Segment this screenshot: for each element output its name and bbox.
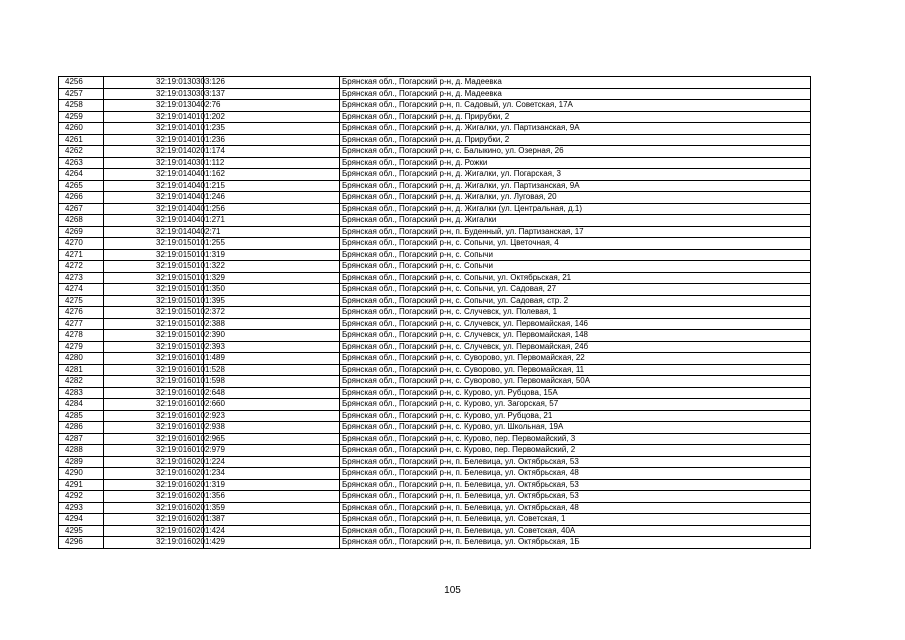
address-cell: Брянская обл., Погарский р-н, с. Курово, ул. Загорская, 57 — [340, 399, 811, 411]
address-cell: Брянская обл., Погарский р-н, с. Сопычи, ул. Садовая, стр. 2 — [340, 295, 811, 307]
address-cell: Брянская обл., Погарский р-н, с. Курово, ул. Рубцова, 21 — [340, 410, 811, 422]
cadastral-number-cell: 32:19:0160102:979 — [104, 445, 204, 457]
cadastral-number-cell: 32:19:0160201:319 — [104, 479, 204, 491]
table-row — [59, 387, 811, 399]
address-cell: Брянская обл., Погарский р-н, с. Суворово, ул. Первомайская, 50А — [340, 376, 811, 388]
address-cell: Брянская обл., Погарский р-н, с. Суворово, ул. Первомайская, 22 — [340, 353, 811, 365]
cadastral-number-cell: 32:19:0140101:235 — [104, 123, 204, 135]
table-row — [59, 445, 811, 457]
cadastral-number-cell: 32:19:0160102:938 — [104, 422, 204, 434]
row-number-cell: 4258 — [59, 100, 104, 112]
row-number-cell: 4256 — [59, 77, 104, 89]
address-cell: Брянская обл., Погарский р-н, п. Белевица, ул. Октябрьская, 53 — [340, 456, 811, 468]
address-cell: Брянская обл., Погарский р-н, с. Суворово, ул. Первомайская, 11 — [340, 364, 811, 376]
cadastral-number-cell: 32:19:0140401:162 — [104, 169, 204, 181]
row-number-cell: 4280 — [59, 353, 104, 365]
row-number-cell: 4294 — [59, 514, 104, 526]
cadastral-number-cell: 32:19:0140401:215 — [104, 180, 204, 192]
table-row — [59, 410, 811, 422]
cadastral-number-cell: 32:19:0150101:329 — [104, 272, 204, 284]
cadastral-number-cell: 32:19:0140301:112 — [104, 157, 204, 169]
row-number-cell: 4260 — [59, 123, 104, 135]
row-number-cell: 4290 — [59, 468, 104, 480]
address-cell: Брянская обл., Погарский р-н, д. Жигалки — [340, 215, 811, 227]
table-row — [59, 284, 811, 296]
cadastral-number-cell: 32:19:0140401:256 — [104, 203, 204, 215]
row-number-cell: 4291 — [59, 479, 104, 491]
table-row — [59, 88, 811, 100]
cadastral-number-cell: 32:19:0160201:224 — [104, 456, 204, 468]
page-number: 105 — [444, 585, 461, 596]
address-cell: Брянская обл., Погарский р-н, д. Прирубки, 2 — [340, 111, 811, 123]
cadastral-number-cell: 32:19:0160101:489 — [104, 353, 204, 365]
cadastral-number-cell: 32:19:0150101:255 — [104, 238, 204, 250]
row-number-cell: 4268 — [59, 215, 104, 227]
address-cell: Брянская обл., Погарский р-н, с. Случевск, ул. Первомайская, 146 — [340, 318, 811, 330]
address-cell: Брянская обл., Погарский р-н, с. Сопычи, ул. Цветочная, 4 — [340, 238, 811, 250]
cadastral-number-cell: 32:19:0160201:387 — [104, 514, 204, 526]
row-number-cell: 4284 — [59, 399, 104, 411]
table-row — [59, 399, 811, 411]
table-row — [59, 468, 811, 480]
address-cell: Брянская обл., Погарский р-н, с. Курово, пер. Первомайский, 3 — [340, 433, 811, 445]
cadastral-number-cell: 32:19:0150101:350 — [104, 284, 204, 296]
cadastral-number-cell: 32:19:0160201:429 — [104, 537, 204, 549]
cadastral-number-cell: 32:19:0140101:236 — [104, 134, 204, 146]
address-cell: Брянская обл., Погарский р-н, с. Сопычи — [340, 261, 811, 273]
table-row — [59, 341, 811, 353]
address-cell: Брянская обл., Погарский р-н, д. Мадеевка — [340, 88, 811, 100]
table-row — [59, 376, 811, 388]
table-row — [59, 261, 811, 273]
address-cell: Брянская обл., Погарский р-н, с. Сопычи, ул. Садовая, 27 — [340, 284, 811, 296]
cadastral-number-cell: 32:19:0150102:393 — [104, 341, 204, 353]
cadastral-number-cell: 32:19:0150102:390 — [104, 330, 204, 342]
row-number-cell: 4264 — [59, 169, 104, 181]
empty-cell — [204, 226, 340, 238]
cadastral-number-cell: 32:19:0140401:246 — [104, 192, 204, 204]
cadastral-number-cell: 32:19:0160102:965 — [104, 433, 204, 445]
address-cell: Брянская обл., Погарский р-н, с. Курово, пер. Первомайский, 2 — [340, 445, 811, 457]
cadastral-number-cell: 32:19:0160101:528 — [104, 364, 204, 376]
cadastral-number-cell: 32:19:0160201:234 — [104, 468, 204, 480]
address-cell: Брянская обл., Погарский р-н, с. Случевск, ул. Первомайская, 148 — [340, 330, 811, 342]
row-number-cell: 4277 — [59, 318, 104, 330]
address-cell: Брянская обл., Погарский р-н, п. Белевица, ул. Октябрьская, 48 — [340, 502, 811, 514]
table-row — [59, 537, 811, 549]
table-row — [59, 157, 811, 169]
row-number-cell: 4275 — [59, 295, 104, 307]
row-number-cell: 4281 — [59, 364, 104, 376]
address-cell: Брянская обл., Погарский р-н, п. Садовый, ул. Советская, 17А — [340, 100, 811, 112]
table-row — [59, 123, 811, 135]
row-number-cell: 4292 — [59, 491, 104, 503]
address-cell: Брянская обл., Погарский р-н, с. Случевск, ул. Первомайская, 24б — [340, 341, 811, 353]
cadastral-number-cell: 32:19:0150101:395 — [104, 295, 204, 307]
row-number-cell: 4273 — [59, 272, 104, 284]
address-cell: Брянская обл., Погарский р-н, с. Балыкино, ул. Озерная, 26 — [340, 146, 811, 158]
row-number-cell: 4257 — [59, 88, 104, 100]
cadastral-number-cell: 32:19:0130402:76 — [104, 100, 204, 112]
table-row — [59, 203, 811, 215]
table-row — [59, 77, 811, 89]
address-cell: Брянская обл., Погарский р-н, с. Сопычи — [340, 249, 811, 261]
table-row — [59, 249, 811, 261]
table-row — [59, 456, 811, 468]
address-cell: Брянская обл., Погарский р-н, п. Белевица, ул. Советская, 40А — [340, 525, 811, 537]
cadastral-number-cell: 32:19:0160201:356 — [104, 491, 204, 503]
address-cell: Брянская обл., Погарский р-н, с. Курово, ул. Школьная, 19А — [340, 422, 811, 434]
row-number-cell: 4270 — [59, 238, 104, 250]
table-row — [59, 238, 811, 250]
row-number-cell: 4259 — [59, 111, 104, 123]
table-row — [59, 353, 811, 365]
table-row — [59, 422, 811, 434]
address-cell: Брянская обл., Погарский р-н, д. Жигалки, ул. Партизанская, 9А — [340, 180, 811, 192]
address-cell: Брянская обл., Погарский р-н, д. Жигалки (ул. Центральная, д.1) — [340, 203, 811, 215]
address-cell: Брянская обл., Погарский р-н, д. Прирубки, 2 — [340, 134, 811, 146]
address-cell: Брянская обл., Погарский р-н, п. Белевица, ул. Советская, 1 — [340, 514, 811, 526]
table-row — [59, 215, 811, 227]
row-number-cell: 4287 — [59, 433, 104, 445]
address-cell: Брянская обл., Погарский р-н, д. Жигалки, ул. Партизанская, 9А — [340, 123, 811, 135]
address-cell: Брянская обл., Погарский р-н, с. Случевск, ул. Полевая, 1 — [340, 307, 811, 319]
row-number-cell: 4293 — [59, 502, 104, 514]
row-number-cell: 4274 — [59, 284, 104, 296]
table-row — [59, 295, 811, 307]
row-number-cell: 4279 — [59, 341, 104, 353]
table-row — [59, 192, 811, 204]
table-row — [59, 307, 811, 319]
row-number-cell: 4295 — [59, 525, 104, 537]
cadastral-number-cell: 32:19:0160201:359 — [104, 502, 204, 514]
row-number-cell: 4289 — [59, 456, 104, 468]
address-cell: Брянская обл., Погарский р-н, п. Белевица, ул. Октябрьская, 53 — [340, 491, 811, 503]
address-cell: Брянская обл., Погарский р-н, д. Жигалки, ул. Луговая, 20 — [340, 192, 811, 204]
table-row — [59, 433, 811, 445]
table-row — [59, 502, 811, 514]
table-row — [59, 134, 811, 146]
row-number-cell: 4288 — [59, 445, 104, 457]
table-row — [59, 491, 811, 503]
row-number-cell: 4267 — [59, 203, 104, 215]
empty-cell — [204, 100, 340, 112]
table-row — [59, 180, 811, 192]
row-number-cell: 4262 — [59, 146, 104, 158]
cadastral-number-cell: 32:19:0130303:137 — [104, 88, 204, 100]
address-cell: Брянская обл., Погарский р-н, п. Белевица, ул. Октябрьская, 1Б — [340, 537, 811, 549]
address-cell: Брянская обл., Погарский р-н, п. Буденный, ул. Партизанская, 17 — [340, 226, 811, 238]
cadastral-number-cell: 32:19:0160102:660 — [104, 399, 204, 411]
address-cell: Брянская обл., Погарский р-н, п. Белевица, ул. Октябрьская, 53 — [340, 479, 811, 491]
address-cell: Брянская обл., Погарский р-н, д. Рожки — [340, 157, 811, 169]
cadastral-number-cell: 32:19:0130303:126 — [104, 77, 204, 89]
cadastral-number-cell: 32:19:0140401:271 — [104, 215, 204, 227]
address-cell: Брянская обл., Погарский р-н, д. Мадеевка — [340, 77, 811, 89]
table-row — [59, 318, 811, 330]
row-number-cell: 4282 — [59, 376, 104, 388]
cadastral-number-cell: 32:19:0150101:322 — [104, 261, 204, 273]
cadastral-number-cell: 32:19:0160201:424 — [104, 525, 204, 537]
row-number-cell: 4271 — [59, 249, 104, 261]
address-cell: Брянская обл., Погарский р-н, д. Жигалки, ул. Погарская, 3 — [340, 169, 811, 181]
table-row — [59, 525, 811, 537]
row-number-cell: 4276 — [59, 307, 104, 319]
cadastral-number-cell: 32:19:0160102:923 — [104, 410, 204, 422]
cadastral-number-cell: 32:19:0150101:319 — [104, 249, 204, 261]
table-body — [59, 77, 811, 549]
table-row — [59, 272, 811, 284]
row-number-cell: 4269 — [59, 226, 104, 238]
row-number-cell: 4283 — [59, 387, 104, 399]
table-row — [59, 100, 811, 112]
cadastral-number-cell: 32:19:0160101:598 — [104, 376, 204, 388]
table-row — [59, 169, 811, 181]
property-table — [58, 76, 811, 549]
row-number-cell: 4278 — [59, 330, 104, 342]
cadastral-number-cell: 32:19:0150102:388 — [104, 318, 204, 330]
row-number-cell: 4272 — [59, 261, 104, 273]
table-row — [59, 479, 811, 491]
cadastral-number-cell: 32:19:0140402:71 — [104, 226, 204, 238]
table-row — [59, 514, 811, 526]
table-row — [59, 146, 811, 158]
cadastral-number-cell: 32:19:0140201:174 — [104, 146, 204, 158]
address-cell: Брянская обл., Погарский р-н, с. Курово, ул. Рубцова, 15А — [340, 387, 811, 399]
table-row — [59, 111, 811, 123]
cadastral-number-cell: 32:19:0140101:202 — [104, 111, 204, 123]
cadastral-number-cell: 32:19:0150102:372 — [104, 307, 204, 319]
table-row — [59, 364, 811, 376]
row-number-cell: 4286 — [59, 422, 104, 434]
address-cell: Брянская обл., Погарский р-н, с. Сопычи, ул. Октябрьская, 21 — [340, 272, 811, 284]
table-row — [59, 226, 811, 238]
row-number-cell: 4285 — [59, 410, 104, 422]
cadastral-number-cell: 32:19:0160102:648 — [104, 387, 204, 399]
address-cell: Брянская обл., Погарский р-н, п. Белевица, ул. Октябрьская, 48 — [340, 468, 811, 480]
row-number-cell: 4266 — [59, 192, 104, 204]
row-number-cell: 4261 — [59, 134, 104, 146]
table-row — [59, 330, 811, 342]
row-number-cell: 4265 — [59, 180, 104, 192]
row-number-cell: 4296 — [59, 537, 104, 549]
row-number-cell: 4263 — [59, 157, 104, 169]
